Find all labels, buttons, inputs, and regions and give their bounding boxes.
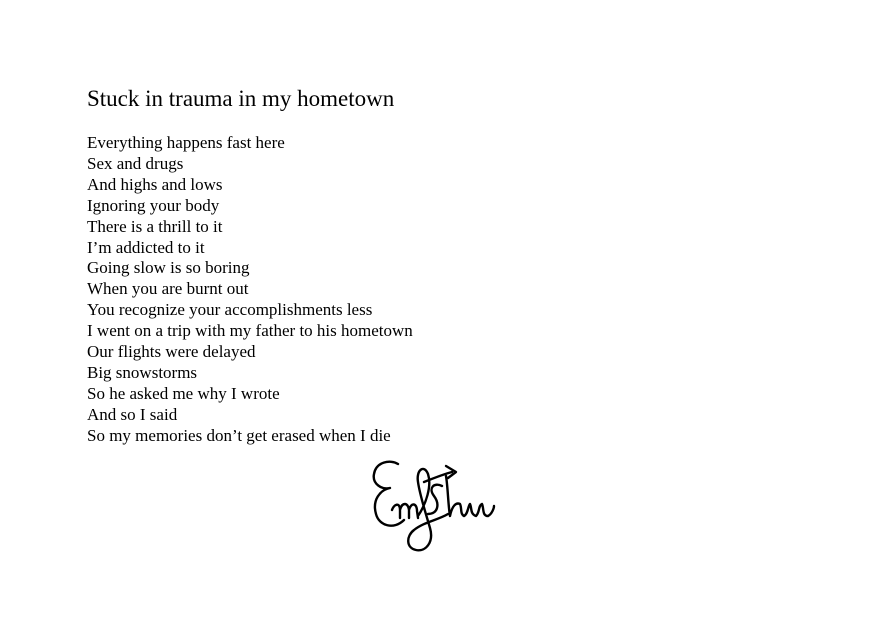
poem-line: So he asked me why I wrote [87, 383, 280, 403]
poem-line: Sex and drugs [87, 153, 184, 173]
poem-line: You recognize your accomplishments less [87, 300, 373, 320]
signature-image [368, 456, 498, 554]
poem-line: Going slow is so boring [87, 258, 250, 278]
poem-line: So my memories don’t get erased when I die [87, 425, 391, 445]
poem-line: And so I said [87, 404, 178, 424]
poem-line: Our flights were delayed [87, 342, 256, 362]
signature-stroke [392, 504, 418, 518]
poem-body [87, 133, 413, 447]
signature-ink [374, 462, 494, 551]
poem-line: Ignoring your body [87, 195, 220, 215]
poem-line: When you are burnt out [87, 279, 249, 299]
poem-line: I’m addicted to it [87, 237, 205, 257]
poem-title: Stuck in trauma in my hometown [87, 86, 395, 111]
signature-stroke [428, 485, 442, 514]
poem-line: Big snowstorms [87, 362, 198, 382]
poem-line: Everything happens fast here [87, 133, 285, 152]
signature-stroke [446, 476, 494, 516]
poem-line: I went on a trip with my father to his hometown [87, 321, 413, 341]
poem-line: And highs and lows [87, 174, 223, 194]
poem-line: There is a thrill to it [87, 216, 223, 236]
